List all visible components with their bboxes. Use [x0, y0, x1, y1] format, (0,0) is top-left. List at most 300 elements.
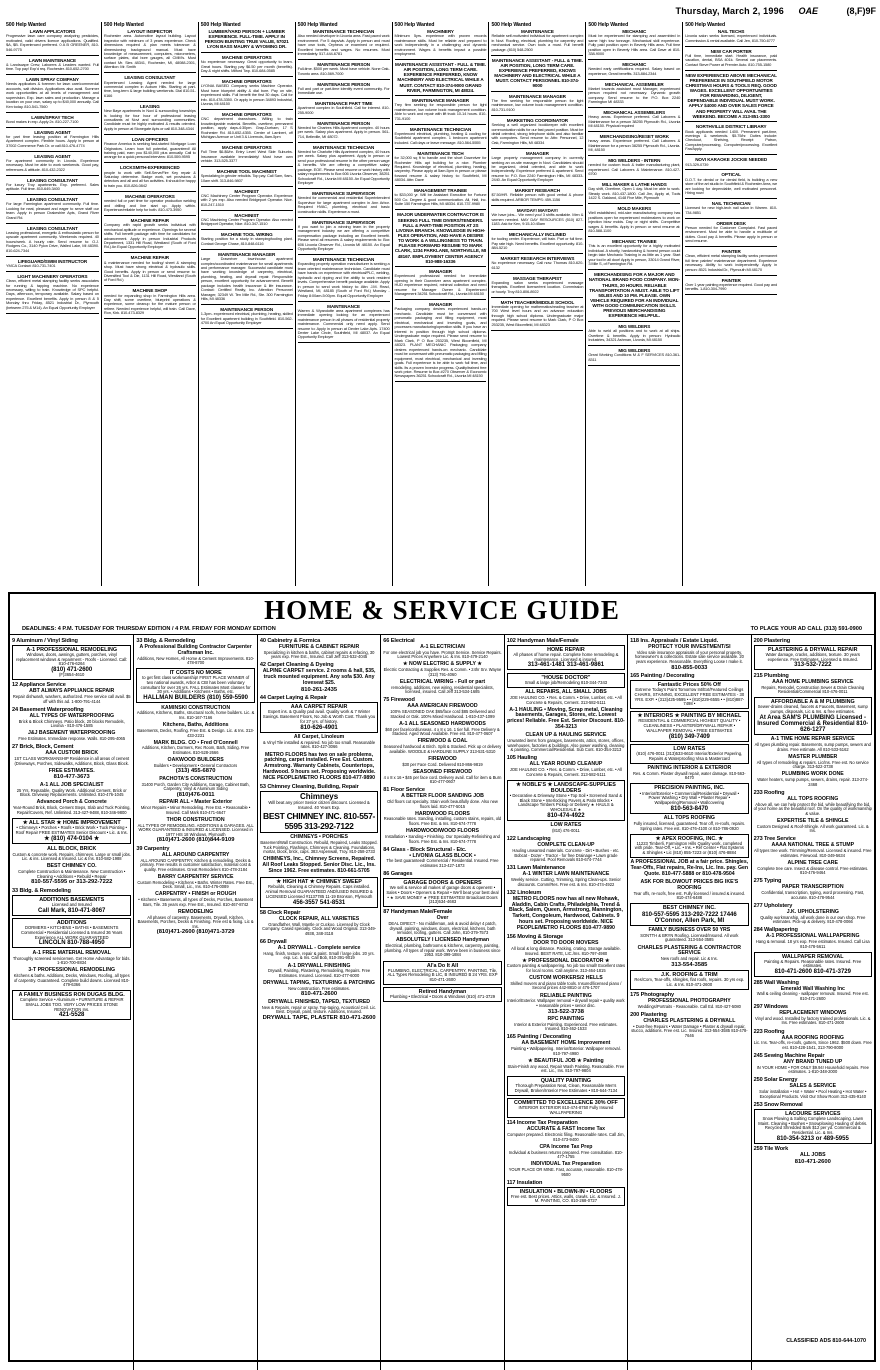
hsg-ad-description: Painting • Wallpapering. Interior/Exterior. Wallpaper removal. 810-797-4980	[511, 1046, 621, 1056]
classified-ad-title: LEASING CONSULTANT	[27, 177, 78, 183]
ad-divider	[395, 185, 487, 186]
hsg-ad	[260, 669, 378, 692]
classified-ad	[201, 169, 293, 183]
hsg-ad-phone[interactable]: 810-474-4922	[547, 812, 585, 819]
hsg-ad-name: THOR CONSTRUCTION	[166, 816, 225, 823]
classified-ad	[201, 145, 293, 164]
classified-ad-body: Over 1 year painting experience required. Good pay and benefits. 1-810-304-7990	[685, 281, 778, 292]
ad-divider	[6, 112, 99, 113]
hsg-ad-description: Complete Service • Aluminum • FURNITURE & REPAIR SMALL JOBS TOO. VERY LOW PRICES STONE RENOVATION Ins.	[19, 997, 124, 1012]
hsg-ad-name: HARDWOOD/WOOD FLOORS	[406, 828, 479, 835]
hsg-ad-phone[interactable]: 421-5528	[59, 1012, 85, 1019]
hsg-place-ad-phone: TO PLACE YOUR AD CALL (313) 591-0900	[750, 626, 862, 632]
ad-divider	[298, 254, 390, 255]
hsg-category-heading: 9 Aluminum / Vinyl Siding	[12, 638, 78, 644]
hsg-ad-description: (810) 476-0011 (313)533-6610 Interior/Exterior Papering, Repairs & Waterproofing Visa & Mastercard	[636, 751, 743, 761]
hsg-ad-phone[interactable]: HALLMAN BUILDERS (810) 559-5590	[143, 695, 248, 702]
hsg-ad-name: METRO FLOORS has two on sale problems, patching, carpet installed. Free Est. Custom. Armstrong. Warranty Cabinets, Countertops, Hardwood. 9 hours set. Proposing worldwide. NICE PEOPLE/METRO FLOORS 810-477-9890	[262, 751, 376, 781]
classified-ad-title: MAINTENANCE TECHNICIAN	[312, 29, 375, 34]
classified-ad-title: MACHINE OPERATORS	[221, 55, 272, 61]
hsg-ad-name: ALL TYPES OF WATERPROOFING	[29, 712, 114, 719]
hsg-category-heading: 131 Lawn Maintenance	[506, 865, 566, 872]
classified-ad	[201, 213, 293, 227]
hsg-ad-phone[interactable]: DRYWALL TAPE, PLASTER 810-471-2600	[262, 1014, 376, 1021]
home-service-guide	[8, 592, 876, 1362]
hsg-ad-description: $60 per face/cord/unseas. 4 x 8 x 16. 1 tier full. Free Delivery & Stacked. Aged Wood Available. Free est. 810-477-0607	[385, 726, 500, 737]
classified-ad-body: for part time leasing position at Farmington Hills Apartment complex. Flexible hours. Apply in person at 37002 Commerce Park Dr. or call 810-476-4774	[6, 133, 99, 148]
hsg-ad-name: AAA HOME PLUMBING SERVICE	[772, 678, 854, 685]
hsg-ad	[754, 819, 872, 834]
hsg-ad	[260, 835, 378, 855]
hsg-ad-description: • Decorative & Driveway Stone • Top Soil • Screened Sand & Black Stone • Interlocking Pavers & Patio Blocks • Landscape Timbers Pickup or Delivery ★ HAULS & WHOLESALE ★	[509, 793, 623, 813]
hsg-ad	[507, 959, 625, 974]
ad-divider	[298, 59, 390, 60]
classified-ad	[588, 348, 680, 362]
hsg-ad-description: All types plumbing repair. Basements, sump pumps, sewers and drains. Free estimate. All 810-533-5162	[754, 742, 871, 752]
hsg-ad-phone[interactable]: 810-557-5595 313-292-7222 17446 O'Connor, Allen Park, MI	[641, 911, 737, 924]
hsg-ad-name: AAA CARPET REPAIR	[290, 704, 348, 711]
hsg-ad-description: IN YOUR HOME • FOR ONLY $9.94! Household repairs. Free estimates. 1-810-348-2000	[756, 1064, 869, 1075]
hsg-ad-description: Small & large job/Remodeling 810-344-7343	[524, 680, 608, 685]
hsg-ad	[136, 777, 254, 798]
hsg-ad-name: A BETTER FLOOR SANDING JOB	[401, 793, 484, 800]
hsg-category-heading: 223 Roofing	[753, 1028, 785, 1035]
hsg-ad-name: PACHOTA'S CONSTRUCTION	[159, 775, 233, 782]
hsg-ad-name: AFFORDABLE A & M PLUMBING	[770, 699, 855, 706]
classified-ad-body: No experience necessary. Call now. Thomas 810-620-6132	[491, 260, 584, 270]
ad-divider	[588, 365, 680, 366]
hsg-ad	[630, 711, 748, 741]
hsg-ad	[507, 673, 625, 688]
classified-ad	[491, 58, 583, 89]
hsg-ad-description: Windows, doors, awnings, gutters, porches, vinyl replacement windows & repairment - Roofs - Licensed. Call: 810-476-6264	[16, 652, 128, 667]
classified-ad-title: MAINTENANCE MANAGER	[218, 251, 276, 257]
hsg-ad-phone[interactable]: 313-554-3585	[671, 961, 708, 968]
hsg-ad-description: Interior/Exterior. Wallpaper removal • drywall repair • quality work • reasonable prices • senior disc.	[507, 998, 625, 1008]
classified-ad-body: Book applicants needed 1400. Permanent part-time, evenings & weekends. $5.75/hr. Duties include: Checkout, Shelving, Receipt Patron, Computer/processing, Computer/processing. Excellent Fax/Apply.	[685, 128, 778, 152]
hsg-ad	[383, 938, 501, 958]
ad-divider	[491, 205, 583, 206]
ad-divider	[395, 381, 487, 382]
classified-ad-body: Well established, mid-size manufacturing company has positions open for experienced moldmakers to work on injection blow molds. Day or night shifts. Competitive wages & benefits. Apply in person or send resume at: 810-588-1100	[588, 210, 681, 234]
hsg-category-heading: 53 Chimney Cleaning, Building, Repair	[259, 784, 359, 791]
ad-divider	[6, 127, 99, 128]
hsg-ad-phone[interactable]: (313) 455-6870	[175, 768, 216, 775]
hsg-ad-name: KAMINSKI CONSTRUCTION	[161, 704, 231, 711]
hsg-ad-description: • Dust-free Repairs • Water Damage • Plaster & drywall repair, stucco, additions. Free est. Lic. Insured. 313-554-3585 810-478-7646	[631, 1023, 748, 1039]
hsg-ad	[507, 762, 625, 777]
hsg-ad-phone[interactable]: 810-471-2600	[301, 991, 338, 998]
hsg-ad-description: 25 Yrs. Reputable, Quality Work. Additional Cement, Brick or Block. Driveway Replacements. Unlimited. 810-476-1045	[16, 787, 127, 798]
hsg-ad	[630, 645, 748, 671]
hsg-ad	[507, 941, 625, 956]
classified-ad-title: MACHINE OPERATORS	[221, 145, 272, 151]
classified-column-header: 500 Help Wanted	[200, 22, 241, 28]
hsg-column	[380, 635, 503, 1370]
hsg-ad	[12, 818, 131, 844]
ad-divider	[395, 148, 487, 149]
ad-divider	[491, 185, 583, 186]
ad-divider	[6, 194, 99, 195]
hsg-ad	[136, 706, 254, 721]
hsg-ad-description: Licensed and Insured	[51, 901, 92, 907]
hsg-category-heading: 250 Solar Energy	[753, 1077, 798, 1084]
hsg-ad	[754, 861, 872, 876]
classified-ad-title: NOVI KARAOKE JOCKIE NEEDED	[695, 157, 768, 163]
ad-divider	[201, 166, 293, 167]
hsg-ad	[754, 680, 872, 695]
classified-column	[4, 22, 101, 586]
hsg-ad-phone[interactable]: 810-563-8470	[670, 805, 709, 812]
ad-divider	[491, 297, 583, 298]
ad-divider	[395, 266, 487, 267]
hsg-ad	[383, 662, 501, 677]
classified-ad-title: LAYOUT INSPECTOR	[127, 29, 173, 34]
hsg-ad	[12, 783, 131, 798]
hsg-ad-phone[interactable]: 313-461-1481 313-461-9861	[527, 662, 605, 669]
hsg-ad-name: 3-T PROFESSIONAL REMODELING	[28, 967, 116, 974]
classified-column	[101, 22, 198, 586]
classified-column-header: 500 Help Wanted	[394, 22, 435, 28]
hsg-category-heading: 233 Roofing	[753, 789, 785, 796]
hsg-ad-description: Computer prepared. Electronic filing. Reasonable rates. Call Jim, 810-473-9400	[507, 1132, 625, 1142]
hsg-ad-description: Plumbing • Electrical • Doors & Windows (810) 471-3729	[389, 994, 496, 1000]
classified-ad-body: needed for expanding shop in Farmington Hills area. Day shift, some overtime, blueprint operations & experience, some cleanup for the mature person or retiree. Needed experience helpful, will train. Call Dave, Ron, Kirk. 810-473-8329	[103, 292, 196, 316]
ad-divider	[6, 313, 99, 314]
hsg-ad	[12, 951, 131, 966]
hsg-ad-phone[interactable]: 810-354-3213 or 489-5955	[776, 1135, 849, 1142]
hsg-ad-phone[interactable]: 456-3557 541-8531	[292, 899, 346, 906]
ad-divider	[685, 46, 777, 47]
hsg-ad-name: FAMILY BUSINESS OVER 50 YRS	[648, 927, 731, 934]
classified-ad-title: MAINTENANCE	[520, 29, 554, 34]
ad-divider	[104, 215, 196, 216]
hsg-ad-description: Complete Construction & Maintenance. New Construction • Cleaning • Additions • Rebuild • Repair	[18, 869, 126, 879]
hsg-category-heading: 273 Tree Service	[753, 836, 796, 843]
ad-divider	[588, 59, 680, 60]
classified-ad-body: Great Working Conditions M & F SERVICES 810-361-8311	[588, 352, 681, 362]
classified-ad	[298, 191, 390, 214]
classified-ad	[6, 226, 99, 253]
classified-ad-title: MANAGER	[428, 302, 453, 308]
classified-ad	[685, 221, 777, 244]
hsg-ad-description: Custom Designed & Roof-Shingle. All work guaranteed. Lic. & Ins.	[756, 823, 869, 834]
hsg-ad	[260, 645, 378, 660]
classified-ad	[298, 62, 390, 76]
hsg-category-heading: 175 Photography	[630, 992, 675, 999]
hsg-ad	[260, 964, 378, 979]
hsg-category-heading: 215 Plumbing	[753, 672, 789, 679]
hsg-ad	[630, 928, 748, 943]
hsg-ad-phone[interactable]: LINCOLN 810-788-4950	[38, 940, 105, 947]
classified-ad	[104, 104, 196, 131]
ad-divider	[685, 294, 777, 295]
hsg-ad-name: WALLPAPER REMOVAL	[782, 953, 844, 960]
hsg-ad-name: Emerald Wall Washing Inc	[780, 985, 845, 992]
hsg-ad	[12, 968, 131, 988]
hsg-ad-phone[interactable]: BEST CHIMNEY INC. 810-557-5595 313-292-7122	[263, 810, 376, 831]
hsg-column	[627, 635, 750, 1370]
hsg-ad-phone[interactable]: (810)471-2600 (810)844-9109	[156, 837, 235, 844]
hsg-ad-phone[interactable]: Call Mark, 810-471-8067	[38, 907, 106, 914]
hsg-ad-name: AA BASEMENT HOME Improvement	[521, 1040, 611, 1047]
hsg-ad-description: 100% SEASONED OAK $65/face cord $85 Delivered and Stacked or Oak. 100% Mixed Hardwood. 1-810-437-1099	[390, 709, 495, 719]
classified-ad-title: PAINTER	[721, 249, 741, 255]
classified-ad	[395, 127, 487, 146]
classified-ad	[6, 259, 99, 269]
masthead-publication: OAE	[798, 6, 818, 16]
hsg-ad	[754, 1036, 872, 1051]
hsg-ad-description: Old floors cut specialty. Stain work beautifully done. Also new floors laid. 810-477-5015	[387, 798, 498, 809]
hsg-column	[10, 635, 133, 1370]
hsg-ad	[754, 755, 872, 770]
hsg-ad-description: Skilled movers and piano table tools. Insured/licensed piano / Second prices 442-8810 or 476-1707	[510, 980, 622, 991]
ad-divider	[298, 342, 390, 343]
hsg-ad	[630, 1019, 748, 1039]
hsg-ad-phone[interactable]: 313-522-3738	[547, 1008, 584, 1015]
classified-ad-body: Needed for Charlotte Hills Apartment complex, 40 hours per week. Salary plus apartment. Apply in person or send your professional resume in the other person wage & benefits. We are offering a competitive salary package. EOE. Please send resume or work history with salary requirements to Box 606 Livonia Observer, 38251 Schoolcraft Rd., Livonia MI 48150. An Equal Opportunity Employer	[297, 148, 390, 186]
hsg-ad-phone[interactable]: 810-477-3673	[53, 774, 90, 781]
classified-ad-title: MAINTENANCE SUPERVISOR	[312, 191, 376, 197]
hsg-ad-description: Custom painting & wallpapering. No job too small! Excellent rates for local rooms. Call anytime. 313-464-1815	[506, 963, 626, 973]
classified-ad-title: MOLD MAKERS	[617, 206, 652, 212]
ad-divider	[201, 210, 293, 211]
ad-divider	[6, 256, 99, 257]
ad-divider	[491, 330, 583, 331]
hsg-ad	[260, 946, 378, 961]
hsg-ad	[136, 741, 254, 756]
hsg-category-heading: 118 Ins. Appraisals / Estate Liquid.	[630, 638, 719, 644]
hsg-ad-description: Above all, we can help protect the bid, while beautifying the bid, of your home as the beautiful roof. On the quality of workmanship & value.	[753, 801, 872, 816]
hsg-ad	[507, 1041, 625, 1056]
hsg-ad-description: • Kitchens • Basements, all types of Decks, Porches, Basement Bars, Tile. 35 years exp. Free Est., Insured. 810-467-8742	[138, 897, 254, 907]
classified-ad-title: MACHINE SHOP	[132, 288, 168, 294]
hsg-category-heading: 200 Plastering	[630, 1012, 667, 1019]
ad-divider	[395, 209, 487, 210]
hsg-ad	[383, 739, 501, 754]
ad-divider	[588, 236, 680, 237]
hsg-ad	[12, 990, 131, 1020]
hsg-ad	[136, 910, 254, 936]
hsg-column	[504, 635, 627, 1370]
hsg-ad-description: 1ST CLASS WORKMANSHIP Residence in all areas of cement (Driveways, Porches, Sidewalks, Additions, Block, Glass Block.	[14, 756, 130, 766]
classified-ad	[6, 115, 99, 125]
hsg-ad-description: JOE HAULING CO. • Res. & Comm. • Drive, Lumber, etc. • All Concrete & Repairs, Cement. 313-582-5111	[509, 767, 622, 777]
hsg-ad	[260, 981, 378, 997]
hsg-ad-phone[interactable]: (810) 349-7409	[668, 733, 710, 740]
hsg-ad-phone[interactable]: 810-557-5595 or 313-292-7222	[31, 879, 113, 886]
classified-ad-body: needed for custom truck & trailer manufacturing plant, experienced. Call Laborers & Maintenance. 810-427-6700	[588, 162, 681, 177]
hsg-ad-name: QUALITY PAINTING	[540, 1078, 592, 1085]
ad-divider	[588, 179, 680, 180]
hsg-ad	[754, 885, 872, 900]
classified-ad-body: Specializing in grinder rebuilds. Top pay. Call Sam, 9am-10am shift. 313-846-9807	[200, 173, 293, 183]
ad-divider	[491, 55, 583, 56]
classified-ad-title: OPTICAL	[721, 172, 741, 178]
hsg-ad-description: Year-Round Brick, Block, Cement Steps, Slab and Tuck Pointing, Repair/Covers, Ref. Unlimited. 313-427-9488, 810-346-9800	[12, 805, 131, 815]
hsg-ad-description: DEAL DIRECT - No middleman, ask & avoid delay! 4 patch, drywall, painting, windows, doors, electrical, kitchens, bath remodel, roofing, gutters. Call John, 810-379-7573	[388, 921, 497, 936]
hsg-ad-name: Over	[436, 915, 449, 922]
hsg-ad-name: PAPER TRANSCRIPTION	[781, 884, 844, 891]
classified-ad-title: MAINTENANCE TECHNICIAN	[312, 144, 375, 150]
classified-ad-title: MAINTENANCE	[327, 303, 361, 309]
classified-ad	[6, 178, 99, 192]
hsg-ad-description: All phases of carpentry. Basements, Drywall, Kitchen, Basements, Porches, Decks & Finishing. Free est & fixing. Lic & Ins.	[137, 914, 254, 929]
hsg-ad-description: Confidential, transcription, typing, word processing. Fast, accurate. 810-478-9544	[761, 890, 865, 900]
hsg-ad-name: ABSOLUTELY I LICENSED Handyman	[395, 937, 490, 944]
ad-divider	[395, 59, 487, 60]
hsg-ad-phone[interactable]: 810-855-0033	[671, 664, 708, 671]
hsg-category-heading: 132 Linoleum	[506, 889, 542, 896]
hsg-ad-description: Kitchens & baths. Additions, Decks, Windows, Roofing, all types of carpentry. Guaranteed. Complete build downs. Licensed 810-479-6366	[13, 972, 130, 988]
hsg-ad-phone[interactable]: 810-471-2600	[794, 1159, 831, 1166]
classified-ad-title: MIG WELDERS	[618, 348, 651, 354]
classified-ad	[588, 239, 680, 266]
hsg-ad-phone[interactable]: (810) 471-2600	[51, 667, 93, 674]
classified-ad-title: MACHINE OPERATORS	[221, 112, 272, 118]
hsg-ad-name: ALL TOPS ROOFING	[787, 795, 839, 802]
ad-divider	[201, 142, 293, 143]
classified-ad-body: heavy areas. Experience preferred. Call Laborers & Maintenance for a person 38255 Plymouth Rd., Livonia. MI, 48150	[588, 138, 681, 153]
classified-ad	[298, 121, 390, 140]
hsg-ad-name: CLOCK REPAIR, ALL VARIETIES	[278, 916, 360, 923]
hsg-ad	[507, 708, 625, 731]
classified-ad-title: MANAGEMENT TRAINEE	[413, 188, 468, 194]
classified-ad-title: MECHANIC	[622, 29, 647, 34]
hsg-ad-name: CHARLES PLASTERING & DRYWALL	[643, 1018, 736, 1025]
hsg-ad-phone[interactable]: 810-471-2600 810-471-3729	[774, 969, 851, 976]
hsg-ad-name: ELECTRICAL WIRING - Full or part	[399, 678, 486, 685]
ad-divider	[491, 273, 583, 274]
hsg-ad-phone[interactable]: (810)471-2600 (810)471-3729	[156, 929, 235, 936]
classified-ad-title: MACHINE TOOL WIRING	[220, 232, 273, 238]
hsg-ad-name: DOOR TO DOOR MOVERS	[533, 940, 599, 947]
hsg-ad	[507, 1127, 625, 1142]
hsg-ad	[383, 961, 501, 985]
hsg-ad	[630, 880, 748, 901]
hsg-ad-description: Sewer-drains cleaned, faucets & Faucets, Basement, sump pumps, disposals, Lic & Ins. & free estimates.	[757, 704, 868, 715]
classified-ad	[201, 55, 293, 74]
hsg-ad-name: DRYWALL TAPING, TEXTURING & PATCHING	[263, 980, 375, 987]
hsg-ad	[507, 897, 625, 932]
hsg-ad-phone[interactable]: ★ (810) 474-0104 ★	[44, 836, 100, 843]
classified-ad	[201, 252, 293, 302]
hsg-ad-description: Basement/Wall Construction. Rebuild, Repaired, Leaks Stopped. Tuck Pointing, Flashings, Chimneys & Cleaning. Foundations, mortar, block, brick, caps. 383 Aspenwall, Troy. 810-258-2733	[260, 840, 378, 855]
hsg-ad-description: Fully insured, licensed, guaranteed. Tear off, re-roofs, repairs. Spring rates. Free est. 810-476-4100 or 810-786-0920	[633, 820, 746, 831]
classified-ad	[104, 75, 196, 98]
classified-ad-body: Must be experienced for stamping and assembled in same high tow tonnage. Mechanical skill experience. Fully paid position open in Beverly Hills area. Full time position open in Beverly Hills area. Call Dave at 810-338-9000	[588, 33, 681, 57]
classified-ad	[298, 220, 390, 252]
classified-ad-body: Apartment complex in Southfield. Call for interest. 810-255-9000	[297, 105, 390, 115]
hsg-ad-name: Chimneys	[299, 792, 339, 802]
hsg-ad-phone[interactable]: 313-532-7222	[794, 662, 832, 669]
hsg-ad-description: Hang & removal. 18 yrs exp. Free estimates. Insured. Call Lisa 810-478-5611	[755, 938, 870, 949]
hsg-ad-name: COMPLETE CLEAN-UP	[537, 842, 595, 849]
hsg-ad-name: INSULATION • BLOWN-IN • FLOORS	[519, 1188, 613, 1195]
hsg-ad	[754, 697, 872, 734]
classified-ad-title: MANAGER	[428, 269, 453, 275]
classified-ad	[201, 79, 293, 106]
ad-divider	[491, 253, 583, 254]
ad-divider	[491, 115, 583, 116]
hsg-ad	[12, 800, 131, 815]
hsg-ad-name: COMMITTED TO EXCELLENCE 30% OFF	[514, 1100, 618, 1107]
hsg-ad-description: Will beat any price! Senior citizen discount. Licensed & Insured. 40 Years Exp.	[268, 800, 370, 811]
classified-ad-body: needed full or part time for operator production welding and drilling and line start up. Apply within. Experience/reliable help for both. 810-473-3950	[103, 198, 196, 212]
ad-divider	[201, 186, 293, 187]
classified-ad-title: MAINTENANCE PERSON	[317, 120, 371, 126]
hsg-ad-name: ALL REPAIRS, ALL SMALL JOBS	[525, 689, 607, 696]
classified-ad-title: LAWN/SPRAY TECH	[31, 114, 74, 120]
classified-ad-body: Person needed for Customer Complaint. Fast paced environment. Must be able to handle a multitude of duties. Good pay & benefits. Please apply in person or send resume.	[685, 224, 778, 244]
masthead-page-number: (8,F)9F	[846, 6, 876, 16]
hsg-ad-description: ALL TYPES OF REMODELING. ADDITIONS & GARAGES. ALL WORK GUARANTEED & INSURED & LICENSED. Licensed in 1977 HIS 18 Windows, Plymouth	[137, 822, 254, 837]
hsg-ad-description: Weddings/Portraits - Reasonable. Call Ed. 810-427-5080	[637, 1003, 741, 1009]
classified-ad	[6, 154, 99, 173]
hsg-ad-description: Wall & ceiling cleaning - wallpaper removal. Insured. Free est. 810-471-2600	[756, 991, 869, 1001]
hsg-ad-phone[interactable]: At Area SAM'S PLUMBING Licensed - Insured Commercial & Residential 810-626-1277	[757, 714, 869, 733]
hsg-ad-name: ★ PROFESSIONAL DECORATOR ★	[522, 957, 610, 964]
classified-ad-title: MACHINE OPERATORS	[124, 193, 175, 199]
classified-ad-title: LOAN OFFICERS	[131, 136, 168, 142]
classified-ad-title: MAYDAY! MAYDAY!	[516, 207, 558, 213]
hsg-ad-description: New construction. Free estimates.	[288, 985, 350, 991]
hsg-ad-name: A FAMILY BUSINESS RON DUGAS BLDG.	[18, 992, 125, 999]
hsg-ad-name: A-1 PROFESSIONAL REMODELING	[26, 647, 118, 653]
hsg-ad-description: to get first class workmanship! FIRST PLACE WINNER of two national awards, Arbor & CBI has been voluntary consultant for over 26 yrs. FALL Estimates Most classes for 30 yrs. • Additions • Kitchens • Baths, etc.	[140, 675, 251, 695]
hsg-ad-name: DRYWALL FINISHED, TAPED, TEXTURED	[268, 998, 371, 1005]
hsg-ad-name: CHIMNEYS, Inc., Chimney Screens, Repaired. All Roof Leaks Stopped. Senior Disc. Lic., Ins. Since 1962. Free estimates. 810-661-5705	[262, 856, 376, 875]
hsg-ad-name: ALL TOPS ROOFING	[663, 815, 715, 822]
classified-ad	[588, 134, 680, 153]
ad-divider	[491, 229, 583, 230]
classified-ad-body: Expanding property operation manufacturer is seeking a team oriented maintenance technician. Candidate must have hands on experience with electrical/PLC, welding, hydraulic and ripping and the ability to work resident levels. Comprehensive benefit package available. Apply in person to send work history to: Attn: J.M. Read, Westland, MI, 48185 (South of Ford Rd.) Monday - Friday 8:00am-5:00pm. Equal Opportunity Employer	[297, 261, 390, 298]
hsg-category-heading: 39 Carpentry	[136, 845, 170, 852]
classified-ad-title: MAINTENANCE MANAGER	[508, 93, 566, 99]
hsg-ad-phone[interactable]: (810)476-0011	[176, 791, 215, 798]
hsg-ad-description: Thoroughly screened servicemen. Get Home Advantage for bids. 1-810-700-8834	[12, 955, 131, 966]
classified-ad-title: MATH TEACHER/MIDDLE SCHOOL	[500, 299, 575, 305]
hsg-ad-phone[interactable]: 810-261-2435	[301, 686, 338, 693]
classified-ad-body: Rochester area. Automotive layout building. Layout inspector with minimum of 3 years experience. Check dimensions required & plan meets tolerance & dimensioning background manual. Must have knowledge of measurement, computers, micrometers, surface plates, dial bore gauges, all CMM's. Must contact Mr. Sies 48341, Rochester, MI, 48088-2301, Attention: Mr. Smith	[103, 33, 196, 70]
classified-ads-grid	[4, 22, 876, 586]
hsg-ad-name: CUSTOM WORKERS/2 HELLS	[529, 975, 603, 982]
hsg-ad-description: Free Estimates. Immediate response. Walls. 810-295-4065	[18, 736, 126, 742]
hsg-category-heading: 165 Painting / Decorating	[630, 673, 695, 680]
classified-ad-body: & maintenance needed for tooling/ sheet & stamping shop. Must have strong electrical & hydraulic skills. Good benefits. Apply in person or send resume to: Diversified Tool & Die, 1131 Hill Road, Westland (South of Ford Rd.)	[103, 259, 196, 283]
ad-divider	[685, 275, 777, 276]
classified-ad	[685, 157, 777, 167]
classified-ad-body: We have jobs... We need you! 3 shifts available. Men & women needed. MAY DAY RESOURCES (510) 827-1183. Ask for Ken, 9:15-10:45am	[491, 212, 584, 226]
hsg-ad-name: "HOUSE DOCTOR"	[541, 674, 591, 681]
hsg-ad-phone[interactable]: 810-626-4901	[300, 724, 338, 731]
hsg-category-heading: 122 Landscaping	[506, 836, 551, 843]
classified-column-header: 500 Help Wanted	[491, 22, 532, 28]
classified-ad	[685, 124, 777, 151]
ad-divider	[395, 95, 487, 96]
classified-ad-title: MILL MAKER & LATHE HANDS	[601, 182, 667, 188]
hsg-category-heading: 277 Upholstery	[753, 902, 793, 909]
hsg-ad	[507, 1059, 625, 1074]
classified-ad-body: to $33,000 yr. Will be Assistant Executive for Fortune 500 Co. Degree & good communication. All, Hall, Inc. Suite 150 Farmington Hills, MI 48334. 810-737-9980	[394, 192, 487, 207]
ad-divider	[685, 154, 777, 155]
hsg-ad-name: FIREWOOD	[428, 755, 457, 762]
hsg-ad-description: 11223 Timberli, Farmington Hills Quality work, completed with pride. Tear-Off, • Lic. • Ins. • Ref Center • Flat Systems & Shingles • Lic (810) 855-7223 or (810) 476-8884	[634, 840, 744, 856]
hsg-ad	[136, 818, 254, 844]
ad-divider	[201, 249, 293, 250]
hsg-ad	[383, 645, 501, 660]
hsg-ad-name: BEST CHIMNEY CO.	[46, 863, 97, 870]
